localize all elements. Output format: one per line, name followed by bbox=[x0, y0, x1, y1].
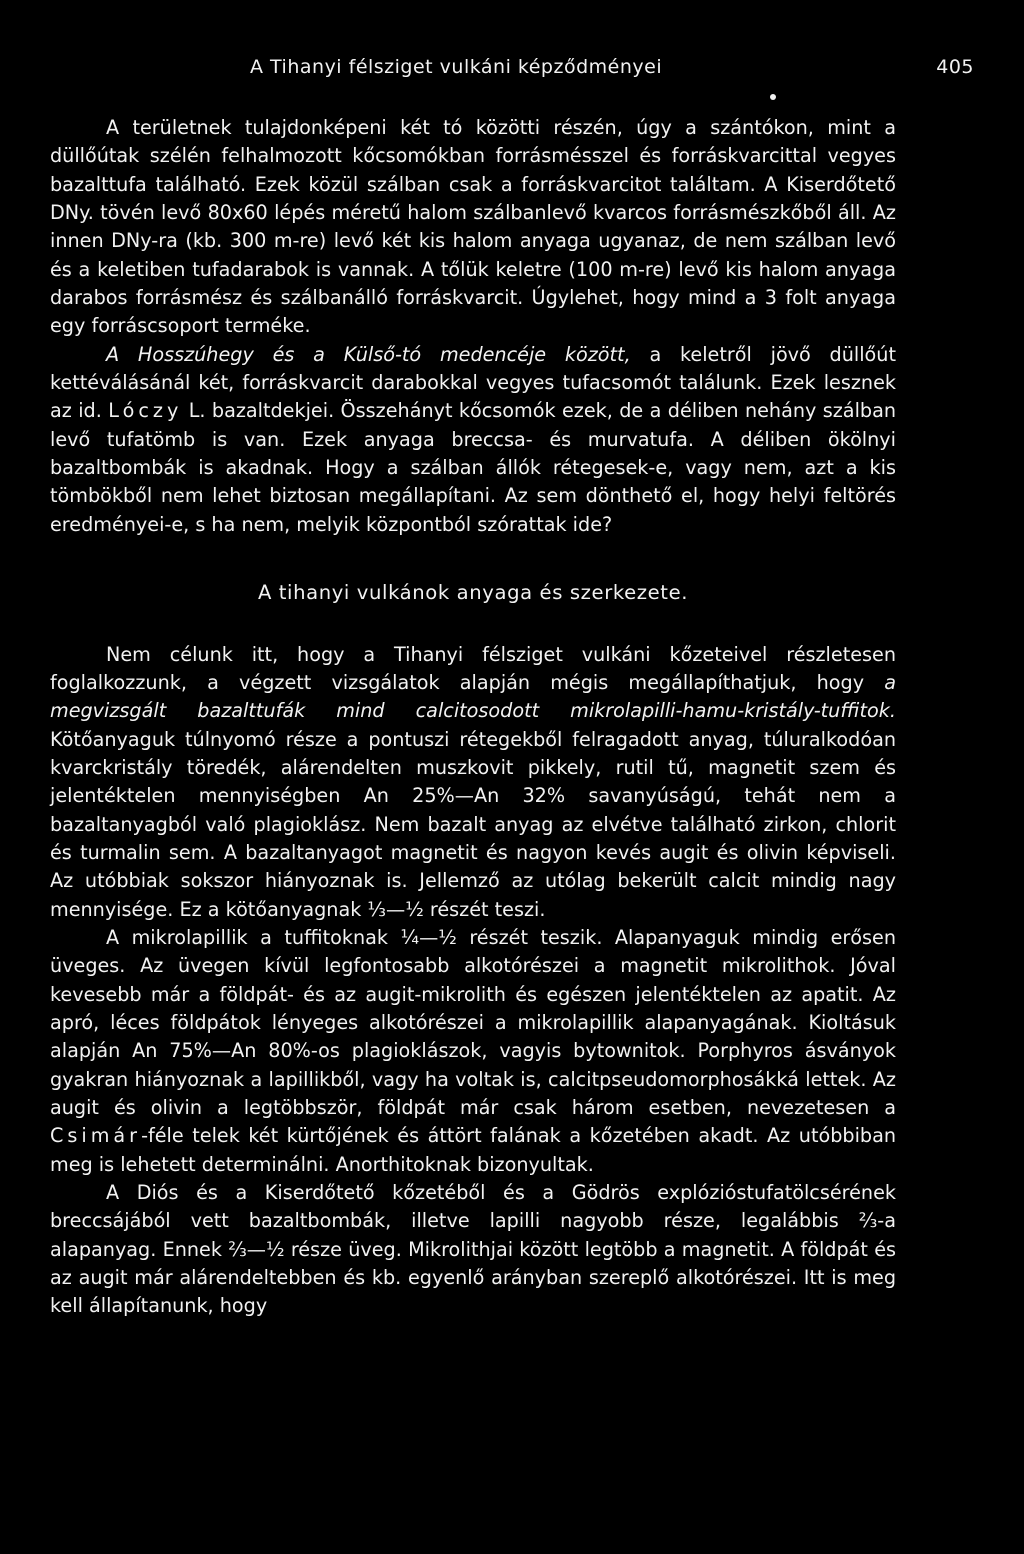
italic-conclusion: a megvizsgált bazalttufák mind calcitosodott mikrolapilli-hamu-kristály-tuffitok. bbox=[50, 670, 896, 723]
page-header bbox=[50, 56, 974, 86]
paragraph-3-text-a: Nem célunk itt, hogy a Tihanyi félsziget vulkáni kőzeteivel részletesen foglalkozzunk, a végzett vizsgálatok alapján mégis megállapíthatjuk, hogy bbox=[50, 642, 896, 694]
page-number: 405 bbox=[936, 56, 974, 78]
running-title: A Tihanyi félsziget vulkáni képződményei bbox=[250, 56, 663, 78]
section-heading: A tihanyi vulkánok anyaga és szerkezete. bbox=[257, 581, 689, 605]
paragraph-1: A területnek tulajdonképeni két tó közötti részén, úgy a szántókon, mint a düllőútak szélén felhalmozott kőcsomókban forrásmésszel és forráskvarcittal vegyes bazalttufa található. Ezek közül szálban csak a forráskvarcitot találtam. A Kiserdőtető DNy. tövén levő 80x60 lépés méretű halom szálbanlevő kvarcos forrásmészkőből áll. Az innen DNy-ra (kb. 300 m-re) levő két kis halom anyaga ugyanaz, de nem szálban levő és a keletiben tufadarabok is vannak. A tőlük keletre (100 m-re) levő kis halom anyaga darabos forrásmész és szálbanálló forráskvarcit. Úgylehet, hogy mind a 3 folt anyaga egy forráscsoport terméke. bbox=[50, 116, 896, 338]
paragraph-5: A Diós és a Kiserdőtető kőzetéből és a Gödrös explózióstufatölcsérének breccsájából vett bazaltbombák, illetve lapilli nagyobb része, legalábbis ⅔-a alapanyag. Ennek ⅔—½ része üveg. Mikrolithjai között legtöbb a magnetit. A földpát és az augit már alárendeltebben és kb. egyenlő arányban szereplő alkotórészei. Itt is meg kell állapítanunk, hogy bbox=[50, 1181, 896, 1318]
paragraph-2-text-b: L. bazaltdekjei. Összehányt kőcsomók ezek, de a déliben nehány szálban levő tufatömb is van. Ezek anyaga breccsa- és murvatufa. A déliben ökölnyi bazaltbombák is akadnak. Hogy a szálban állók rétegesek-e, vagy nem, azt a kis tömbökből nem lehet biztosan megállapítani. Az sem dönthető el, hogy helyi feltörés eredményei-e, s ha nem, melyik központból szórattak ide? bbox=[50, 399, 896, 536]
owner-name: Csimár bbox=[50, 1124, 142, 1148]
paragraph-2-text-a: a keletről jövő düllőút kettéválásánál két, forráskvarcit darabokkal vegyes tufacsomót találunk. Ezek lesznek az id. bbox=[50, 342, 896, 423]
print-speck bbox=[770, 94, 776, 100]
paragraph-2 bbox=[50, 341, 896, 539]
body-text bbox=[50, 114, 896, 1321]
paragraph-4 bbox=[50, 924, 896, 1179]
paragraph-3-text-b: Kötőanyaguk túlnyomó része a pontuszi rétegekből felragadott anyag, túluralkodóan kvarckristály töredék, alárendelten muszkovit pikkely, rutil tű, magnetit szem és jelentéktelen mennyiségben An 25%—An 32% savanyúságú, tehát nem a bazaltanyagból való plagioklász. Nem bazalt anyag az elvétve található zirkon, chlorit és turmalin sem. A bazaltanyagot magnetit és nagyon kevés augit és olivin képviseli. Az utóbbiak sokszor hiányoznak is. Jellemző az utólag bekerült calcit mindig nagy mennyisége. Ez a kötőanyagnak ⅓—½ részét teszi. bbox=[50, 727, 896, 921]
paragraph-4-text-a: A mikrolapillik a tuffitoknak ¼—½ részét teszik. Alapanyaguk mindig erősen üveges. Az üvegen kívül legfontosabb alkotórészei a magnetit mikrolithok. Jóval kevesebb már a földpát- és az augit-mikrolith és egészen jelentéktelen az apatit. Az apró, léces földpátok lényeges alkotórészei a mikrolapillik alapanyagának. Kioltásuk alapján An 75%—An 80%-os plagioklászok, vagyis bytownitok. Porphyros ásványok gyakran hiányoznak a lapillikből, vagy ha voltak is, calcitpseudomorphosákká lettek. Az augit és olivin a legtöbbször, földpát már csak három esetben, nevezetesen a bbox=[50, 925, 896, 1119]
author-name: Lóczy bbox=[108, 399, 183, 423]
italic-phrase: A Hosszúhegy és a Külső-tó medencéje között, bbox=[106, 342, 631, 366]
paragraph-3 bbox=[50, 641, 896, 924]
paragraph-4-text-b: -féle telek két kürtőjének és áttört falának a kőzetében akadt. Az utóbbiban meg is lehetett determinálni. Anorthitoknak bizonyultak. bbox=[50, 1124, 896, 1176]
